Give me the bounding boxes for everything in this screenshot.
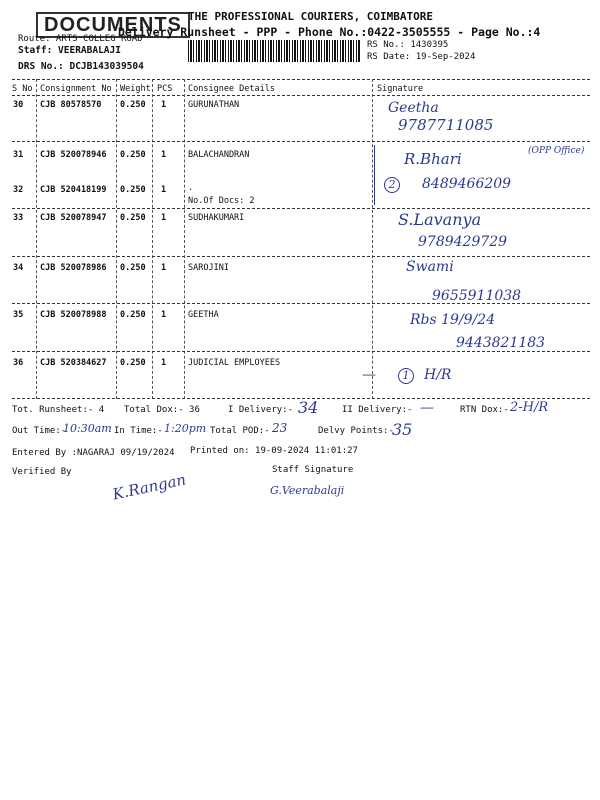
- row-signature: H/R: [424, 367, 452, 383]
- row-weight: 0.250: [120, 263, 146, 273]
- row-weight: 0.250: [120, 310, 146, 320]
- row-note: (OPP Office): [528, 146, 585, 156]
- row-weight: 0.250: [120, 100, 146, 110]
- row-consignment: CJB 520078947: [40, 213, 107, 223]
- ii-delivery-value: —: [420, 400, 434, 416]
- delvy-points-label: Delvy Points:-: [318, 426, 394, 436]
- row-pcs: 1: [161, 310, 167, 320]
- row-pcs: 1: [161, 213, 167, 223]
- i-delivery-value: 34: [298, 398, 319, 417]
- row-weight: 0.250: [120, 185, 146, 195]
- row-doc-count: No.Of Docs: 2: [188, 196, 255, 206]
- col-header-sno: S No: [12, 84, 33, 94]
- tot-runsheet: Tot. Runsheet:- 4: [12, 405, 105, 415]
- runsheet-title: Delivery Runsheet - PPP - Phone No.:0422-3505555 - Page No.:4: [118, 25, 541, 39]
- row-phone: 8489466209: [422, 176, 512, 192]
- total-dox: Total Dox:- 36: [124, 405, 200, 415]
- company-name: THE PROFESSIONAL COURIERS, COIMBATORE: [188, 10, 434, 23]
- row-sno: 32: [13, 185, 24, 195]
- row-pcs: 1: [161, 150, 167, 160]
- drs-number: DRS No.: DCJB143039504: [18, 61, 144, 72]
- row-consignment: CJB 520078946: [40, 150, 107, 160]
- row-pcs: 1: [161, 263, 167, 273]
- row-sno: 33: [13, 213, 24, 223]
- row-consignment: CJB 520384627: [40, 358, 107, 368]
- row-sno: 35: [13, 310, 24, 320]
- total-pod-value: 23: [272, 421, 288, 435]
- divider: [12, 79, 590, 80]
- row-weight: 0.250: [120, 213, 146, 223]
- row-consignee: .: [188, 183, 194, 193]
- row-phone: 9789429729: [418, 234, 508, 250]
- col-header-consignee: Consignee Details: [188, 84, 275, 94]
- verified-signature: K.Rangan: [110, 470, 188, 504]
- row-consignee: GURUNATHAN: [188, 100, 240, 110]
- row-sno: 30: [13, 100, 24, 110]
- in-time-value: 1:20pm: [164, 422, 207, 435]
- row-consignee: SUDHAKUMARI: [188, 213, 245, 223]
- row-sno: 31: [13, 150, 24, 160]
- row-circle-count: 2: [384, 176, 400, 193]
- i-delivery-label: I Delivery:-: [228, 405, 294, 415]
- col-header-pcs: PCS: [157, 84, 173, 94]
- row-consignee: GEETHA: [188, 310, 219, 320]
- entered-by: Entered By :NAGARAJ 09/19/2024: [12, 448, 175, 458]
- row-signature: Geetha: [388, 100, 439, 116]
- row-consignment: CJB 80578570: [40, 100, 102, 110]
- row-signature: R.Bhari: [404, 150, 462, 168]
- row-phone: 9787711085: [398, 116, 494, 134]
- rs-date: RS Date: 19-Sep-2024: [367, 52, 476, 62]
- rs-number: RS No.: 1430395: [367, 40, 449, 50]
- row-weight: 0.250: [120, 358, 146, 368]
- divider: [12, 351, 590, 352]
- out-time-label: Out Time:-: [12, 426, 67, 436]
- col-header-consignment: Consignment No: [40, 84, 112, 94]
- row-consignment: CJB 520078986: [40, 263, 107, 273]
- documents-stamp: DOCUMENTS: [36, 12, 190, 38]
- divider: [12, 256, 590, 257]
- rtn-dox-label: RTN Dox:-: [460, 405, 509, 415]
- row-pcs: 1: [161, 100, 167, 110]
- row-dash-mark: —: [362, 367, 376, 383]
- out-time-value: 10:30am: [63, 422, 112, 435]
- staff-signature-label: Staff Signature: [272, 465, 354, 475]
- printed-on: Printed on: 19-09-2024 11:01:27: [190, 446, 358, 456]
- row-phone: 9443821183: [456, 335, 546, 351]
- verified-by-label: Verified By: [12, 467, 72, 477]
- row-sno: 36: [13, 358, 24, 368]
- delvy-points-value: 35: [392, 420, 413, 439]
- row-weight: 0.250: [120, 150, 146, 160]
- barcode-icon: [188, 40, 360, 62]
- row-signature: Swami: [406, 259, 454, 275]
- row-pcs: 1: [161, 358, 167, 368]
- row-consignee: JUDICIAL EMPLOYEES: [188, 358, 281, 368]
- row-pcs: 1: [161, 185, 167, 195]
- staff-signature: G.Veerabalaji: [270, 484, 345, 497]
- bracket-mark: [374, 145, 375, 205]
- divider: [12, 208, 590, 209]
- row-consignment: CJB 520418199: [40, 185, 107, 195]
- row-signature: Rbs 19/9/24: [410, 312, 496, 328]
- row-consignee: SAROJINI: [188, 263, 229, 273]
- divider: [12, 141, 590, 142]
- col-header-signature: Signature: [377, 84, 424, 94]
- row-phone: 9655911038: [432, 288, 522, 304]
- row-consignment: CJB 520078988: [40, 310, 107, 320]
- row-signature: S.Lavanya: [398, 210, 482, 229]
- in-time-label: In Time:-: [114, 426, 163, 436]
- row-sno: 34: [13, 263, 24, 273]
- total-pod-label: Total POD:-: [210, 426, 270, 436]
- rtn-dox-value: 2-H/R: [510, 400, 549, 415]
- divider: [12, 95, 590, 96]
- staff: Staff: VEERABALAJI: [18, 45, 121, 56]
- divider: [12, 303, 590, 304]
- row-consignee: BALACHANDRAN: [188, 150, 250, 160]
- ii-delivery-label: II Delivery:-: [342, 405, 413, 415]
- route: Route: ARTS COLLEG ROAD: [18, 34, 143, 44]
- col-header-weight: Weight: [120, 84, 151, 94]
- row-circle-count: 1: [398, 367, 414, 384]
